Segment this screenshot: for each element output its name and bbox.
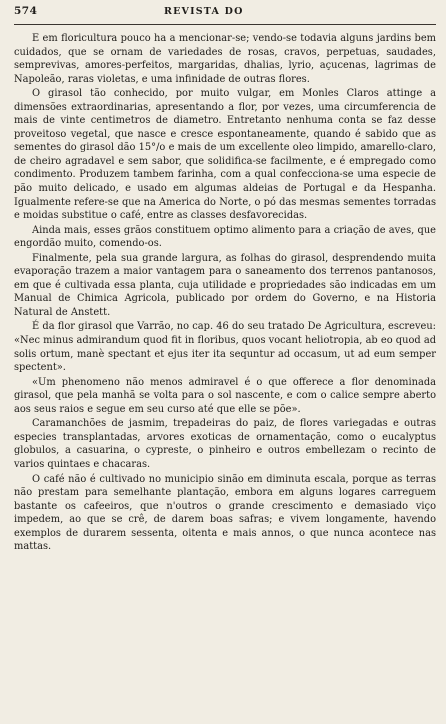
paragraph: O girasol tão conhecido, por muito vulgar, em Monles Claros attinge a dimensões extraordinarias, apresentando a flor, por vezes, uma circumferencia de mais de vinte centimetros de diametro. Entretanto nenhuma conta se faz desse proveitoso vegetal, que nasce e cresce espontaneamente, quando é sabido que as sementes do girasol dão 15°/o e mais de um excellente oleo limpido, amarello-claro, de cheiro agradavel e sem sabor, que solidifica-se facilmente, e é empregado como condimento. Produzem tambem farinha, com a qual confecciona-se uma especie de pão muito delicado, e usado em algumas aldeias de Portugal e da Hespanha. Igualmente refere-se que na America do Norte, o pó das mesmas sementes torradas e moidas substitue o café, entre as classes desfavorecidas. (14, 88, 436, 222)
paragraph: Ainda mais, esses grãos constituem optimo alimento para a criação de aves, que engordão muito, comendo-os. (14, 224, 436, 250)
paragraph: E em floricultura pouco ha a mencionar-se; vendo-se todavia alguns jardins bem cuidados, que se ornam de variedades de rosas, cravos, perpetuas, saudades, semprevivas, amores-perfeitos, margaridas, dhalias, lyrio, açucenas, lagrimas de Napoleão, raras violetas, e uma infinidade de outras flores. (14, 33, 436, 85)
paragraph: Finalmente, pela sua grande largura, as folhas do girasol, desprendendo muita evaporação trazem a maior vantagem para o saneamento dos terrenos pantanosos, em que é cultivada essa planta, cuja utilidade e propriedades são indicadas em um Manual de Chimica Agricola, publicado por ordem do Governo, e na Historia Natural de Anstett. (14, 252, 436, 318)
header-rule (14, 24, 436, 25)
page-header (14, 5, 436, 21)
paragraph: É da flor girasol que Varrão, no cap. 46 do seu tratado De Agricultura, escreveu: «Nec minus admirandum quod fit in floribus, quos vocant heliotropia, ab eo quod ad solis ortum, manè spectant et ejus iter ita sequntur ad occasum, ut ad eum semper spectent». (14, 321, 436, 374)
page-number: 574 (14, 5, 38, 17)
running-title: REVISTA DO (164, 6, 244, 17)
paragraph: Caramanchões de jasmim, trepadeiras do paiz, de flores variegadas e outras especies transplantadas, arvores exoticas de ornamentação, como o eucalyptus globulos, a casuarina, o cypreste, o pinheiro e outros embellezam o recinto de varios quintaes e chacaras. (14, 418, 436, 470)
paragraph: «Um phenomeno não menos admiravel é o que offerece a flor denominada girasol, que pela manhã se volta para o sol nascente, e com o calice sempre aberto aos seus raios e segue em seu curso até que elle se põe». (14, 376, 436, 415)
paragraph: O café não é cultivado no municipio sinão em diminuta escala, porque as terras não prestam para semelhante plantação, embora em alguns logares carreguem bastante os cafeeiros, que n'outros o grande crescimento e demasiado viço impedem, ao que se crê, de darem boas safras; e vivem longamente, havendo exemplos de durarem sessenta, oitenta e mais annos, o que nunca acontece nas mattas. (14, 473, 436, 553)
body-text (14, 32, 436, 554)
